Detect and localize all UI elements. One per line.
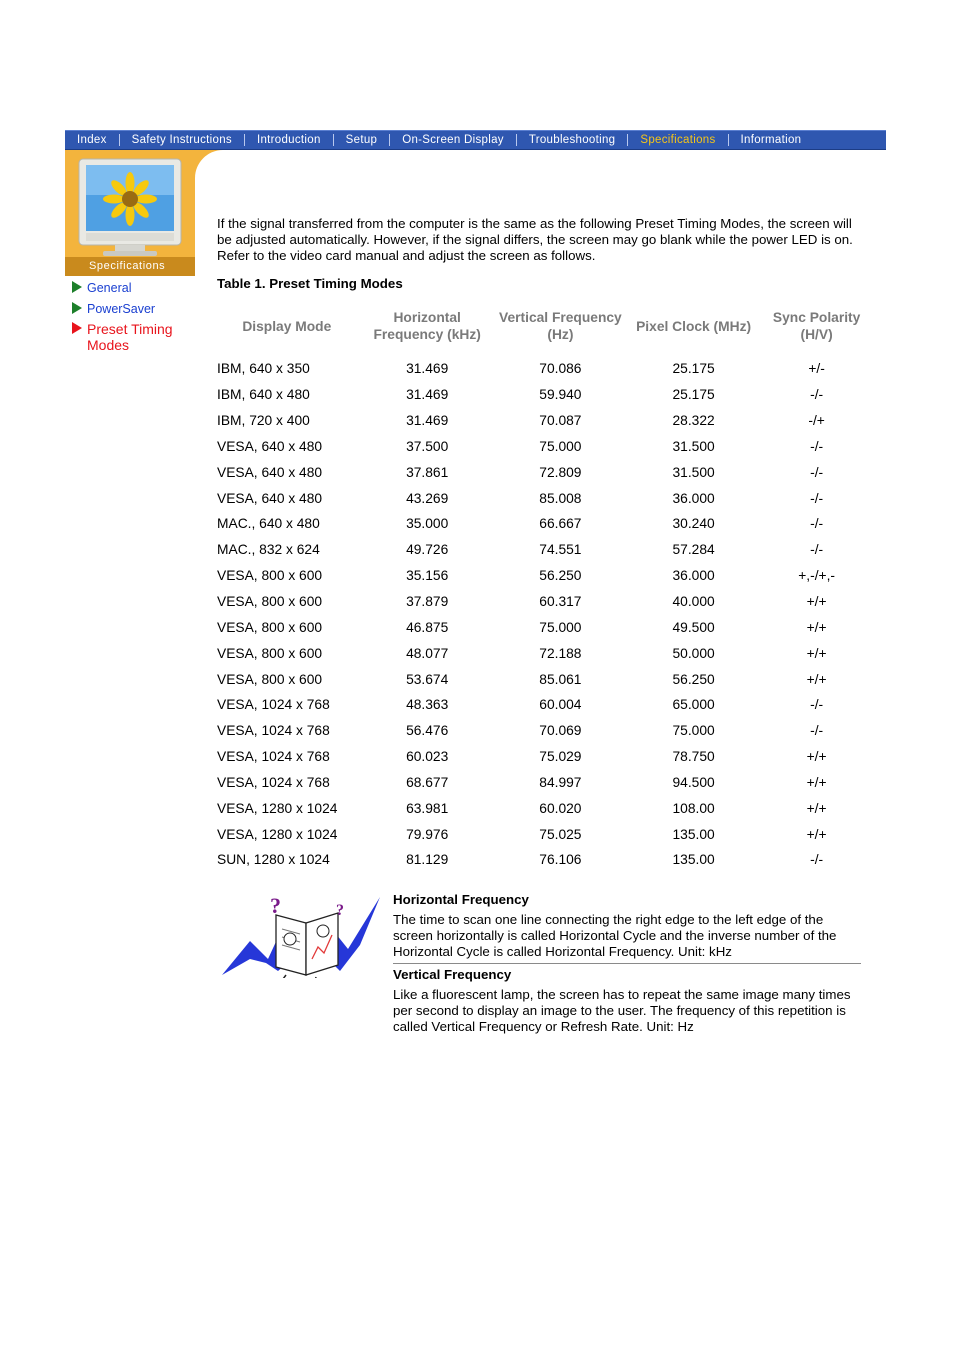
table-cell: VESA, 1280 x 1024 — [217, 826, 338, 842]
table-row — [213, 614, 873, 640]
table-cell: 79.976 — [406, 826, 449, 842]
table-cell: -/- — [810, 697, 824, 713]
table-row — [213, 770, 873, 796]
table-cell: VESA, 800 x 600 — [217, 594, 323, 610]
table-cell: -/- — [810, 464, 824, 480]
table-cell: VESA, 640 x 480 — [217, 490, 323, 506]
table-row — [213, 511, 873, 537]
table-cell: 31.469 — [406, 361, 449, 377]
table-cell: 75.029 — [539, 749, 582, 765]
table-row — [213, 847, 873, 873]
table-cell: +/+ — [806, 671, 827, 687]
sidebar-item-label[interactable]: General — [87, 281, 132, 295]
table-cell: 76.106 — [539, 852, 582, 868]
table-cell: 50.000 — [672, 645, 715, 661]
triangle-bullet-icon — [72, 281, 82, 293]
table-cell: IBM, 720 x 400 — [217, 413, 310, 429]
table-row — [213, 356, 873, 382]
table-cell: 85.008 — [539, 490, 582, 506]
table-row — [213, 408, 873, 434]
table-cell: 30.240 — [672, 516, 715, 532]
intro-paragraph: If the signal transferred from the computer is the same as the following Preset Timing Modes, the screen will be adjusted automatically. However, if the signal differs, the screen may go blank while the power LED is on. Refer to the video card manual and adjust the screen as follows. — [217, 216, 853, 263]
nav-index[interactable]: Index — [77, 134, 107, 146]
table-cell: 28.322 — [672, 413, 715, 429]
table-cell: SUN, 1280 x 1024 — [217, 852, 330, 868]
section-label: Specifications — [65, 257, 195, 276]
divider — [393, 963, 861, 964]
table-cell: VESA, 1024 x 768 — [217, 697, 330, 713]
table-cell: VESA, 640 x 480 — [217, 438, 323, 454]
table-cell: 75.000 — [672, 723, 715, 739]
svg-text:?: ? — [336, 902, 344, 919]
table-cell: VESA, 1024 x 768 — [217, 723, 330, 739]
table-cell: VESA, 800 x 600 — [217, 645, 323, 661]
header-sync-polarity: Sync Polarity (H/V) — [772, 310, 861, 342]
table-cell: 65.000 — [672, 697, 715, 713]
table-cell: 31.500 — [672, 464, 715, 480]
table-cell: 37.879 — [406, 594, 449, 610]
table-cell: VESA, 640 x 480 — [217, 464, 323, 480]
table-cell: 31.469 — [406, 387, 449, 403]
table-cell: 108.00 — [672, 800, 715, 816]
sidebar-item-label[interactable]: PowerSaver — [87, 302, 156, 316]
table-cell: 37.861 — [406, 464, 449, 480]
table-cell: +/+ — [806, 749, 827, 765]
table-cell: 35.000 — [406, 516, 449, 532]
table-cell: 59.940 — [539, 387, 582, 403]
table-cell: 75.025 — [539, 826, 582, 842]
table-cell: 56.250 — [672, 671, 715, 687]
table-cell: 31.469 — [406, 413, 449, 429]
table-row — [213, 718, 873, 744]
triangle-bullet-icon — [72, 302, 82, 314]
table-cell: 72.809 — [539, 464, 582, 480]
nav-introduction[interactable]: Introduction — [256, 134, 321, 146]
table-cell: 25.175 — [672, 361, 715, 377]
glossary-definition: Like a fluorescent lamp, the screen has to repeat the same image many times per second to display an image to the user. The frequency of this repetition is called Vertical Frequency or Refresh Rate. Unit: Hz — [393, 987, 851, 1034]
table-cell: 46.875 — [406, 619, 449, 635]
table-row — [213, 666, 873, 692]
table-cell: 81.129 — [406, 852, 449, 868]
table-cell: 48.363 — [406, 697, 449, 713]
table-cell: +/+ — [806, 826, 827, 842]
table-cell: 31.500 — [672, 438, 715, 454]
table-cell: 74.551 — [539, 542, 582, 558]
table-cell: -/- — [810, 723, 824, 739]
top-navigation — [65, 130, 886, 150]
table-cell: 78.750 — [672, 749, 715, 765]
table-cell: -/- — [810, 516, 824, 532]
table-row — [213, 485, 873, 511]
header-display-mode: Display Mode — [242, 318, 332, 334]
table-cell: 25.175 — [672, 387, 715, 403]
table-cell: VESA, 1280 x 1024 — [217, 800, 338, 816]
table-cell: 60.020 — [539, 800, 582, 816]
nav-information[interactable]: Information — [740, 134, 802, 146]
table-cell: +,-/+,- — [798, 568, 836, 584]
table-row — [213, 821, 873, 847]
table-cell: 68.677 — [406, 774, 449, 790]
table-cell: 75.000 — [539, 619, 582, 635]
table-row — [213, 537, 873, 563]
nav-safety-instructions[interactable]: Safety Instructions — [131, 134, 232, 146]
header-pixel-clock: Pixel Clock (MHz) — [636, 318, 752, 334]
table-cell: 60.004 — [539, 697, 582, 713]
table-cell: 56.476 — [406, 723, 449, 739]
triangle-bullet-icon — [72, 322, 82, 334]
table-cell: -/- — [810, 438, 824, 454]
table-row — [213, 589, 873, 615]
sidebar-item-powersaver[interactable] — [72, 301, 187, 317]
table-cell: 36.000 — [672, 490, 715, 506]
table-cell: -/+ — [808, 413, 825, 429]
table-cell: VESA, 1024 x 768 — [217, 774, 330, 790]
header-horizontal-frequency: Horizontal Frequency (kHz) — [373, 310, 481, 342]
table-cell: 63.981 — [406, 800, 449, 816]
nav-on-screen-display[interactable]: On-Screen Display — [402, 134, 504, 146]
table-header-row — [213, 296, 873, 356]
question-book-illustration — [220, 893, 382, 978]
table-row — [213, 382, 873, 408]
nav-specifications[interactable]: Specifications — [640, 134, 716, 146]
table-cell: IBM, 640 x 480 — [217, 387, 310, 403]
table-cell: 72.188 — [539, 645, 582, 661]
table-cell: -/- — [810, 542, 824, 558]
glossary-horizontal-frequency — [393, 892, 861, 960]
nav-setup[interactable]: Setup — [345, 134, 378, 146]
table-cell: MAC., 832 x 624 — [217, 542, 320, 558]
glossary-definition: The time to scan one line connecting the right edge to the left edge of the screen horizontally is called Horizontal Cycle and the inverse number of the Horizontal Cycle is called Horizontal Frequency. Unit: kHz — [393, 912, 837, 959]
table-cell: -/- — [810, 490, 824, 506]
sidebar-item-label[interactable]: Preset Timing Modes — [87, 321, 173, 353]
table-cell: 35.156 — [406, 568, 449, 584]
glossary-term: Horizontal Frequency — [393, 892, 529, 907]
nav-troubleshooting[interactable]: Troubleshooting — [528, 134, 616, 146]
table-body — [213, 356, 873, 873]
table-row — [213, 744, 873, 770]
table-row — [213, 795, 873, 821]
table-cell: 70.087 — [539, 413, 582, 429]
table-cell: +/+ — [806, 645, 827, 661]
table-cell: +/+ — [806, 800, 827, 816]
table-cell: -/- — [810, 852, 824, 868]
table-cell: 70.069 — [539, 723, 582, 739]
table-cell: 56.250 — [539, 568, 582, 584]
table-cell: 36.000 — [672, 568, 715, 584]
table-cell: 48.077 — [406, 645, 449, 661]
table-cell: MAC., 640 x 480 — [217, 516, 320, 532]
table-row — [213, 563, 873, 589]
table-cell: 84.997 — [539, 774, 582, 790]
table-cell: IBM, 640 x 350 — [217, 361, 310, 377]
table-cell: 66.667 — [539, 516, 582, 532]
table-cell: VESA, 800 x 600 — [217, 568, 323, 584]
table-cell: VESA, 800 x 600 — [217, 671, 323, 687]
table-cell: 60.317 — [539, 594, 582, 610]
table-cell: -/- — [810, 387, 824, 403]
table-cell: VESA, 1024 x 768 — [217, 749, 330, 765]
table-cell: 135.00 — [672, 826, 715, 842]
header-vertical-frequency: Vertical Frequency (Hz) — [499, 310, 622, 342]
glossary-vertical-frequency — [393, 967, 861, 1035]
table-title: Table 1. Preset Timing Modes — [217, 276, 403, 291]
table-cell: VESA, 800 x 600 — [217, 619, 323, 635]
table-row — [213, 434, 873, 460]
table-cell: 75.000 — [539, 438, 582, 454]
table-cell: 57.284 — [672, 542, 715, 558]
table-row — [213, 692, 873, 718]
table-cell: 43.269 — [406, 490, 449, 506]
table-cell: 94.500 — [672, 774, 715, 790]
glossary-term: Vertical Frequency — [393, 967, 512, 982]
table-row — [213, 459, 873, 485]
table-cell: 40.000 — [672, 594, 715, 610]
banner-curve — [195, 150, 225, 186]
preset-timing-table — [213, 296, 873, 873]
table-cell: 85.061 — [539, 671, 582, 687]
table-cell: +/+ — [806, 594, 827, 610]
sidebar-item-preset-timing-modes[interactable] — [72, 321, 187, 353]
sidebar-item-general[interactable] — [72, 280, 187, 296]
table-cell: +/+ — [806, 619, 827, 635]
table-cell: 37.500 — [406, 438, 449, 454]
table-cell: 135.00 — [672, 852, 715, 868]
table-cell: +/+ — [806, 774, 827, 790]
monitor-sunflower-image — [77, 157, 183, 257]
table-cell: 49.500 — [672, 619, 715, 635]
table-row — [213, 640, 873, 666]
table-cell: 49.726 — [406, 542, 449, 558]
table-cell: 70.086 — [539, 361, 582, 377]
table-cell: +/- — [808, 361, 825, 377]
table-cell: 60.023 — [406, 749, 449, 765]
table-cell: 53.674 — [406, 671, 449, 687]
svg-text:?: ? — [270, 893, 281, 918]
